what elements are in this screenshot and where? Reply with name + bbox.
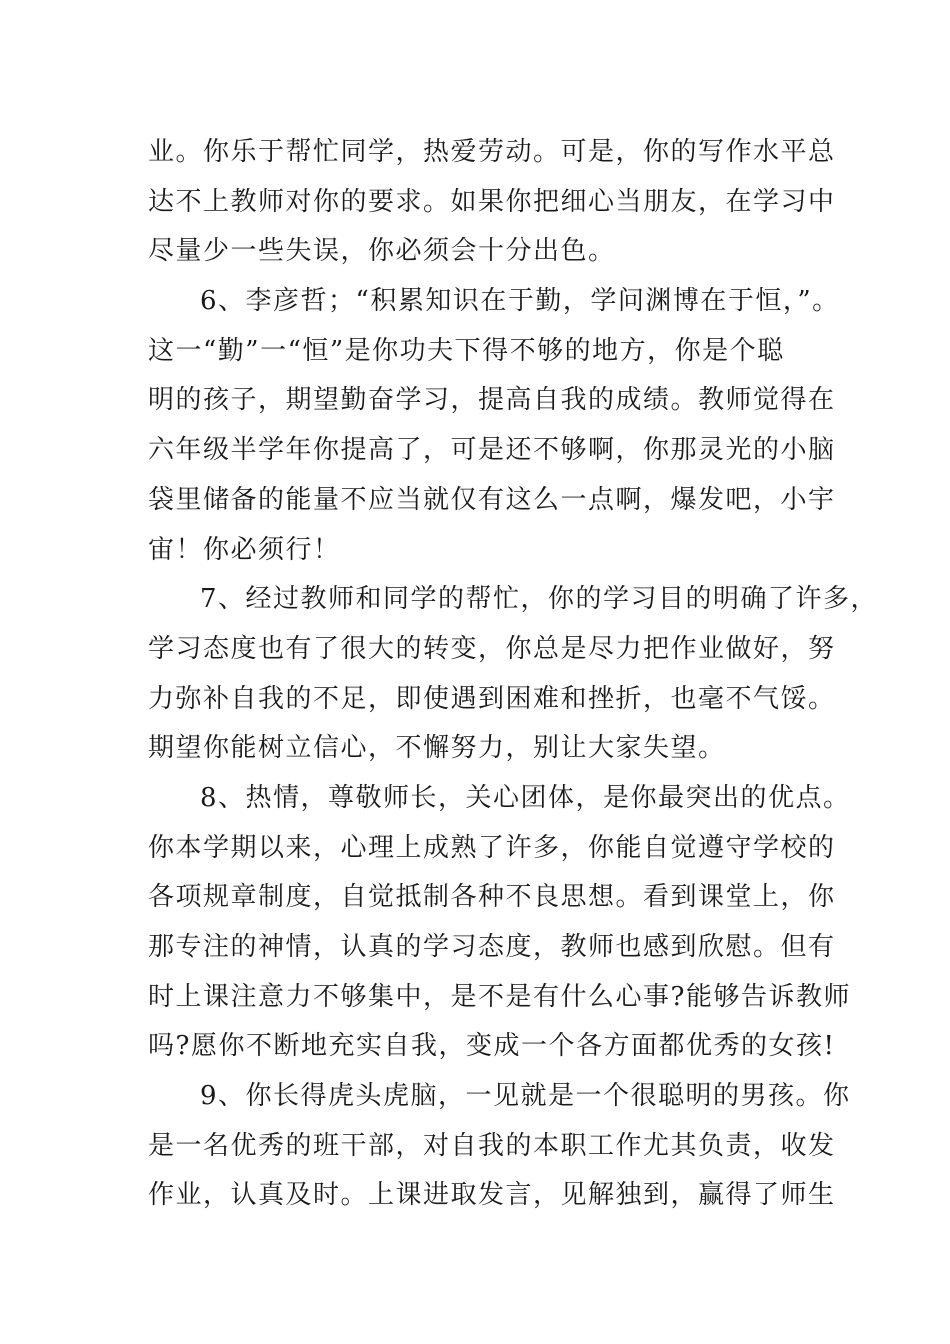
text-line: 达不上教师对你的要求。如果你把细心当朋友，在学习中 <box>148 186 836 217</box>
text-line: 六年级半学年你提高了，可是还不够啊，你那灵光的小脑 <box>148 435 836 466</box>
text-line: 各项规章制度，自觉抵制各种不良思想。看到课堂上，你 <box>148 882 836 913</box>
paragraph-start-line: 8、热情，尊敬师长，关心团体，是你最突出的优点。 <box>200 782 851 813</box>
text-line: 力弥补自我的不足，即使遇到困难和挫折，也毫不气馁。 <box>148 683 836 714</box>
text-line: 作业，认真及时。上课进取发言，见解独到，赢得了师生 <box>148 1180 836 1211</box>
paragraph-start-line: 6、李彦哲；“积累知识在于勤，学问渊博在于恒，”。 <box>200 286 840 317</box>
text-line: 宙！你必须行！ <box>148 534 341 565</box>
text-line: 是一名优秀的班干部，对自我的本职工作尤其负责，收发 <box>148 1130 836 1161</box>
text-line: 业。你乐于帮忙同学，热爱劳动。可是，你的写作水平总 <box>148 137 836 167</box>
text-line: 吗?愿你不断地充实自我，变成一个各方面都优秀的女孩! <box>148 1031 836 1062</box>
text-line: 尽量少一些失误，你必须会十分出色。 <box>148 236 616 267</box>
text-line: 这一“勤”一“恒”是你功夫下得不够的地方，你是个聪 <box>148 335 785 366</box>
text-line: 期望你能树立信心，不懈努力，别让大家失望。 <box>148 733 726 764</box>
text-line: 时上课注意力不够集中，是不是有什么心事?能够告诉教师 <box>148 981 851 1012</box>
paragraph-start-line: 9、你长得虎头虎脑，一见就是一个很聪明的男孩。你 <box>200 1081 851 1112</box>
text-line: 那专注的神情，认真的学习态度，教师也感到欣慰。但有 <box>148 932 836 962</box>
text-line: 袋里储备的能量不应当就仅有这么一点啊，爆发吧，小宇 <box>148 484 836 515</box>
paragraph-start-line: 7、经过教师和同学的帮忙，你的学习目的明确了许多， <box>200 584 879 615</box>
document-body <box>148 128 879 1221</box>
text-line: 明的孩子，期望勤奋学习，提高自我的成绩。教师觉得在 <box>148 385 836 416</box>
text-line: 你本学期以来，心理上成熟了许多，你能自觉遵守学校的 <box>148 832 836 863</box>
text-line: 学习态度也有了很大的转变，你总是尽力把作业做好，努 <box>148 633 836 664</box>
